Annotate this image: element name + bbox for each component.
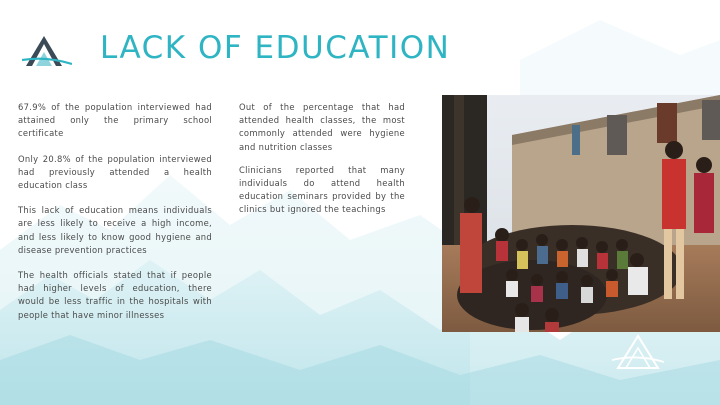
- community-gathering-photo: [442, 95, 720, 332]
- paragraph-primary-school: 67.9% of the population interviewed had attained only the primary school certificate: [18, 102, 212, 139]
- triangle-watermark-icon: [612, 330, 664, 372]
- page-title: LACK OF EDUCATION: [100, 30, 451, 66]
- triangle-logo-icon: [22, 30, 72, 70]
- paragraph-income-hygiene: This lack of education means individuals are less likely to receive a high income, and less likely to know good hygiene and disease prevention practices: [18, 205, 212, 255]
- left-text-column: [18, 101, 212, 334]
- middle-text-column: [239, 101, 405, 227]
- paragraph-clinicians: Clinicians reported that many individuals do attend health education seminars provided by the clinics but ignored the teachings: [239, 164, 405, 215]
- paragraph-attended-classes: Out of the percentage that had attended health classes, the most commonly attended were hygiene and nutrition classes: [239, 102, 405, 152]
- paragraph-health-class: Only 20.8% of the population interviewed had previously attended a health education class: [18, 153, 212, 191]
- paragraph-hospital-traffic: The health officials stated that if people had higher levels of education, there would be less traffic in the hospitals with people that have minor illnesses: [18, 270, 212, 320]
